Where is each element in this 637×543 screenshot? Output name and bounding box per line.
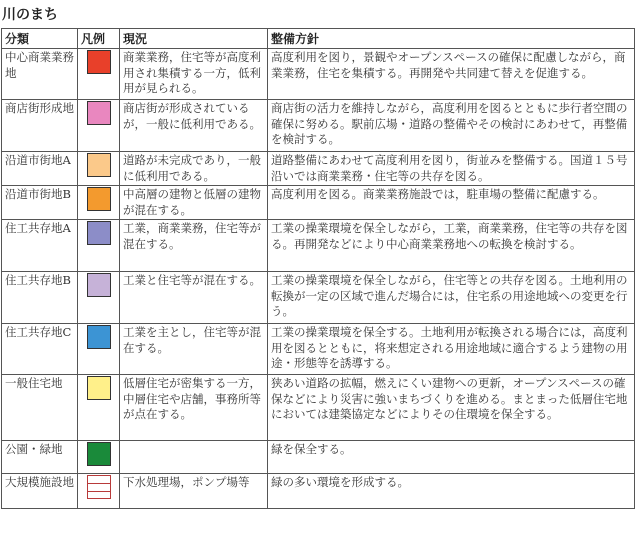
table-row	[2, 272, 635, 324]
color-swatch-icon	[87, 273, 111, 297]
row-category: 沿道市街地B	[2, 186, 78, 220]
table-row	[2, 100, 635, 152]
row-category: 沿道市街地A	[2, 152, 78, 186]
row-legend-cell	[78, 100, 120, 152]
row-legend-cell	[78, 152, 120, 186]
land-use-legend-table	[1, 28, 635, 509]
color-swatch-icon	[87, 187, 111, 211]
color-swatch-icon	[87, 442, 111, 466]
table-header-row	[2, 29, 635, 49]
row-legend-cell	[78, 186, 120, 220]
row-legend-cell	[78, 220, 120, 272]
row-current-status: 下水処理場，ポンプ場等	[120, 474, 268, 509]
row-policy: 高度利用を図る。商業業務施設では，駐車場の整備に配慮する。	[268, 186, 635, 220]
color-swatch-icon	[87, 101, 111, 125]
table-row	[2, 474, 635, 509]
table-row	[2, 186, 635, 220]
row-policy: 工業の操業環境を保全する。土地利用が転換される場合には，高度利用を図るとともに，将来想定される用途地域に適合するよう建物の用途・形態等を誘導する。	[268, 324, 635, 375]
row-current-status: 商店街が形成されているが，一般に低利用である。	[120, 100, 268, 152]
row-legend-cell	[78, 49, 120, 100]
header-legend: 凡例	[78, 29, 120, 49]
row-current-status: 商業業務，住宅等が高度利用され集積する一方，低利用が見られる。	[120, 49, 268, 100]
header-current: 現況	[120, 29, 268, 49]
color-swatch-icon	[87, 153, 111, 177]
table-row	[2, 220, 635, 272]
table-row	[2, 324, 635, 375]
row-category: 住工共存地B	[2, 272, 78, 324]
row-category: 公園・緑地	[2, 441, 78, 474]
row-current-status: 工業と住宅等が混在する。	[120, 272, 268, 324]
hatched-swatch-icon	[87, 475, 111, 499]
row-policy: 緑の多い環境を形成する。	[268, 474, 635, 509]
row-category: 一般住宅地	[2, 375, 78, 441]
header-category: 分類	[2, 29, 78, 49]
table-row	[2, 49, 635, 100]
row-current-status: 中高層の建物と低層の建物が混在する。	[120, 186, 268, 220]
row-policy: 商店街の活力を維持しながら，高度利用を図るとともに歩行者空間の確保に努める。駅前広場・道路の整備やその検討にあわせて，再整備を検討する。	[268, 100, 635, 152]
color-swatch-icon	[87, 325, 111, 349]
header-policy: 整備方針	[268, 29, 635, 49]
table-row	[2, 375, 635, 441]
row-legend-cell	[78, 272, 120, 324]
row-category: 大規模施設地	[2, 474, 78, 509]
row-policy: 緑を保全する。	[268, 441, 635, 474]
table-row	[2, 152, 635, 186]
color-swatch-icon	[87, 50, 111, 74]
row-current-status: 工業を主とし，住宅等が混在する。	[120, 324, 268, 375]
color-swatch-icon	[87, 376, 111, 400]
row-policy: 道路整備にあわせて高度利用を図り，街並みを整備する。国道１５号沿いでは商業業務・住宅等の共存を図る。	[268, 152, 635, 186]
row-current-status: 工業，商業業務，住宅等が混在する。	[120, 220, 268, 272]
row-legend-cell	[78, 441, 120, 474]
row-category: 商店街形成地	[2, 100, 78, 152]
row-legend-cell	[78, 375, 120, 441]
row-legend-cell	[78, 324, 120, 375]
table-row	[2, 441, 635, 474]
row-category: 中心商業業務地	[2, 49, 78, 100]
row-current-status: 低層住宅が密集する一方，中層住宅や店舗，事務所等が点在する。	[120, 375, 268, 441]
row-current-status	[120, 441, 268, 474]
row-category: 住工共存地C	[2, 324, 78, 375]
row-legend-cell	[78, 474, 120, 509]
row-policy: 工業の操業環境を保全しながら，住宅等との共存を図る。土地利用の転換が一定の区域で進んだ場合には，住宅系の用途地域への変更を行う。	[268, 272, 635, 324]
row-current-status: 道路が未完成であり，一般に低利用である。	[120, 152, 268, 186]
row-policy: 狭あい道路の拡幅，燃えにくい建物への更新，オープンスペースの確保などにより災害に強いまちづくりを進める。まとまった低層住宅地においては建築協定などによりその住環境を保全する。	[268, 375, 635, 441]
row-category: 住工共存地A	[2, 220, 78, 272]
page-title: 川のまち	[2, 7, 58, 23]
color-swatch-icon	[87, 221, 111, 245]
row-policy: 高度利用を図り，景観やオープンスペースの確保に配慮しながら，商業業務，住宅を集積する。再開発や共同建て替えを促進する。	[268, 49, 635, 100]
row-policy: 工業の操業環境を保全しながら，工業，商業業務，住宅等の共存を図る。再開発などにより中心商業業務地への転換を検討する。	[268, 220, 635, 272]
